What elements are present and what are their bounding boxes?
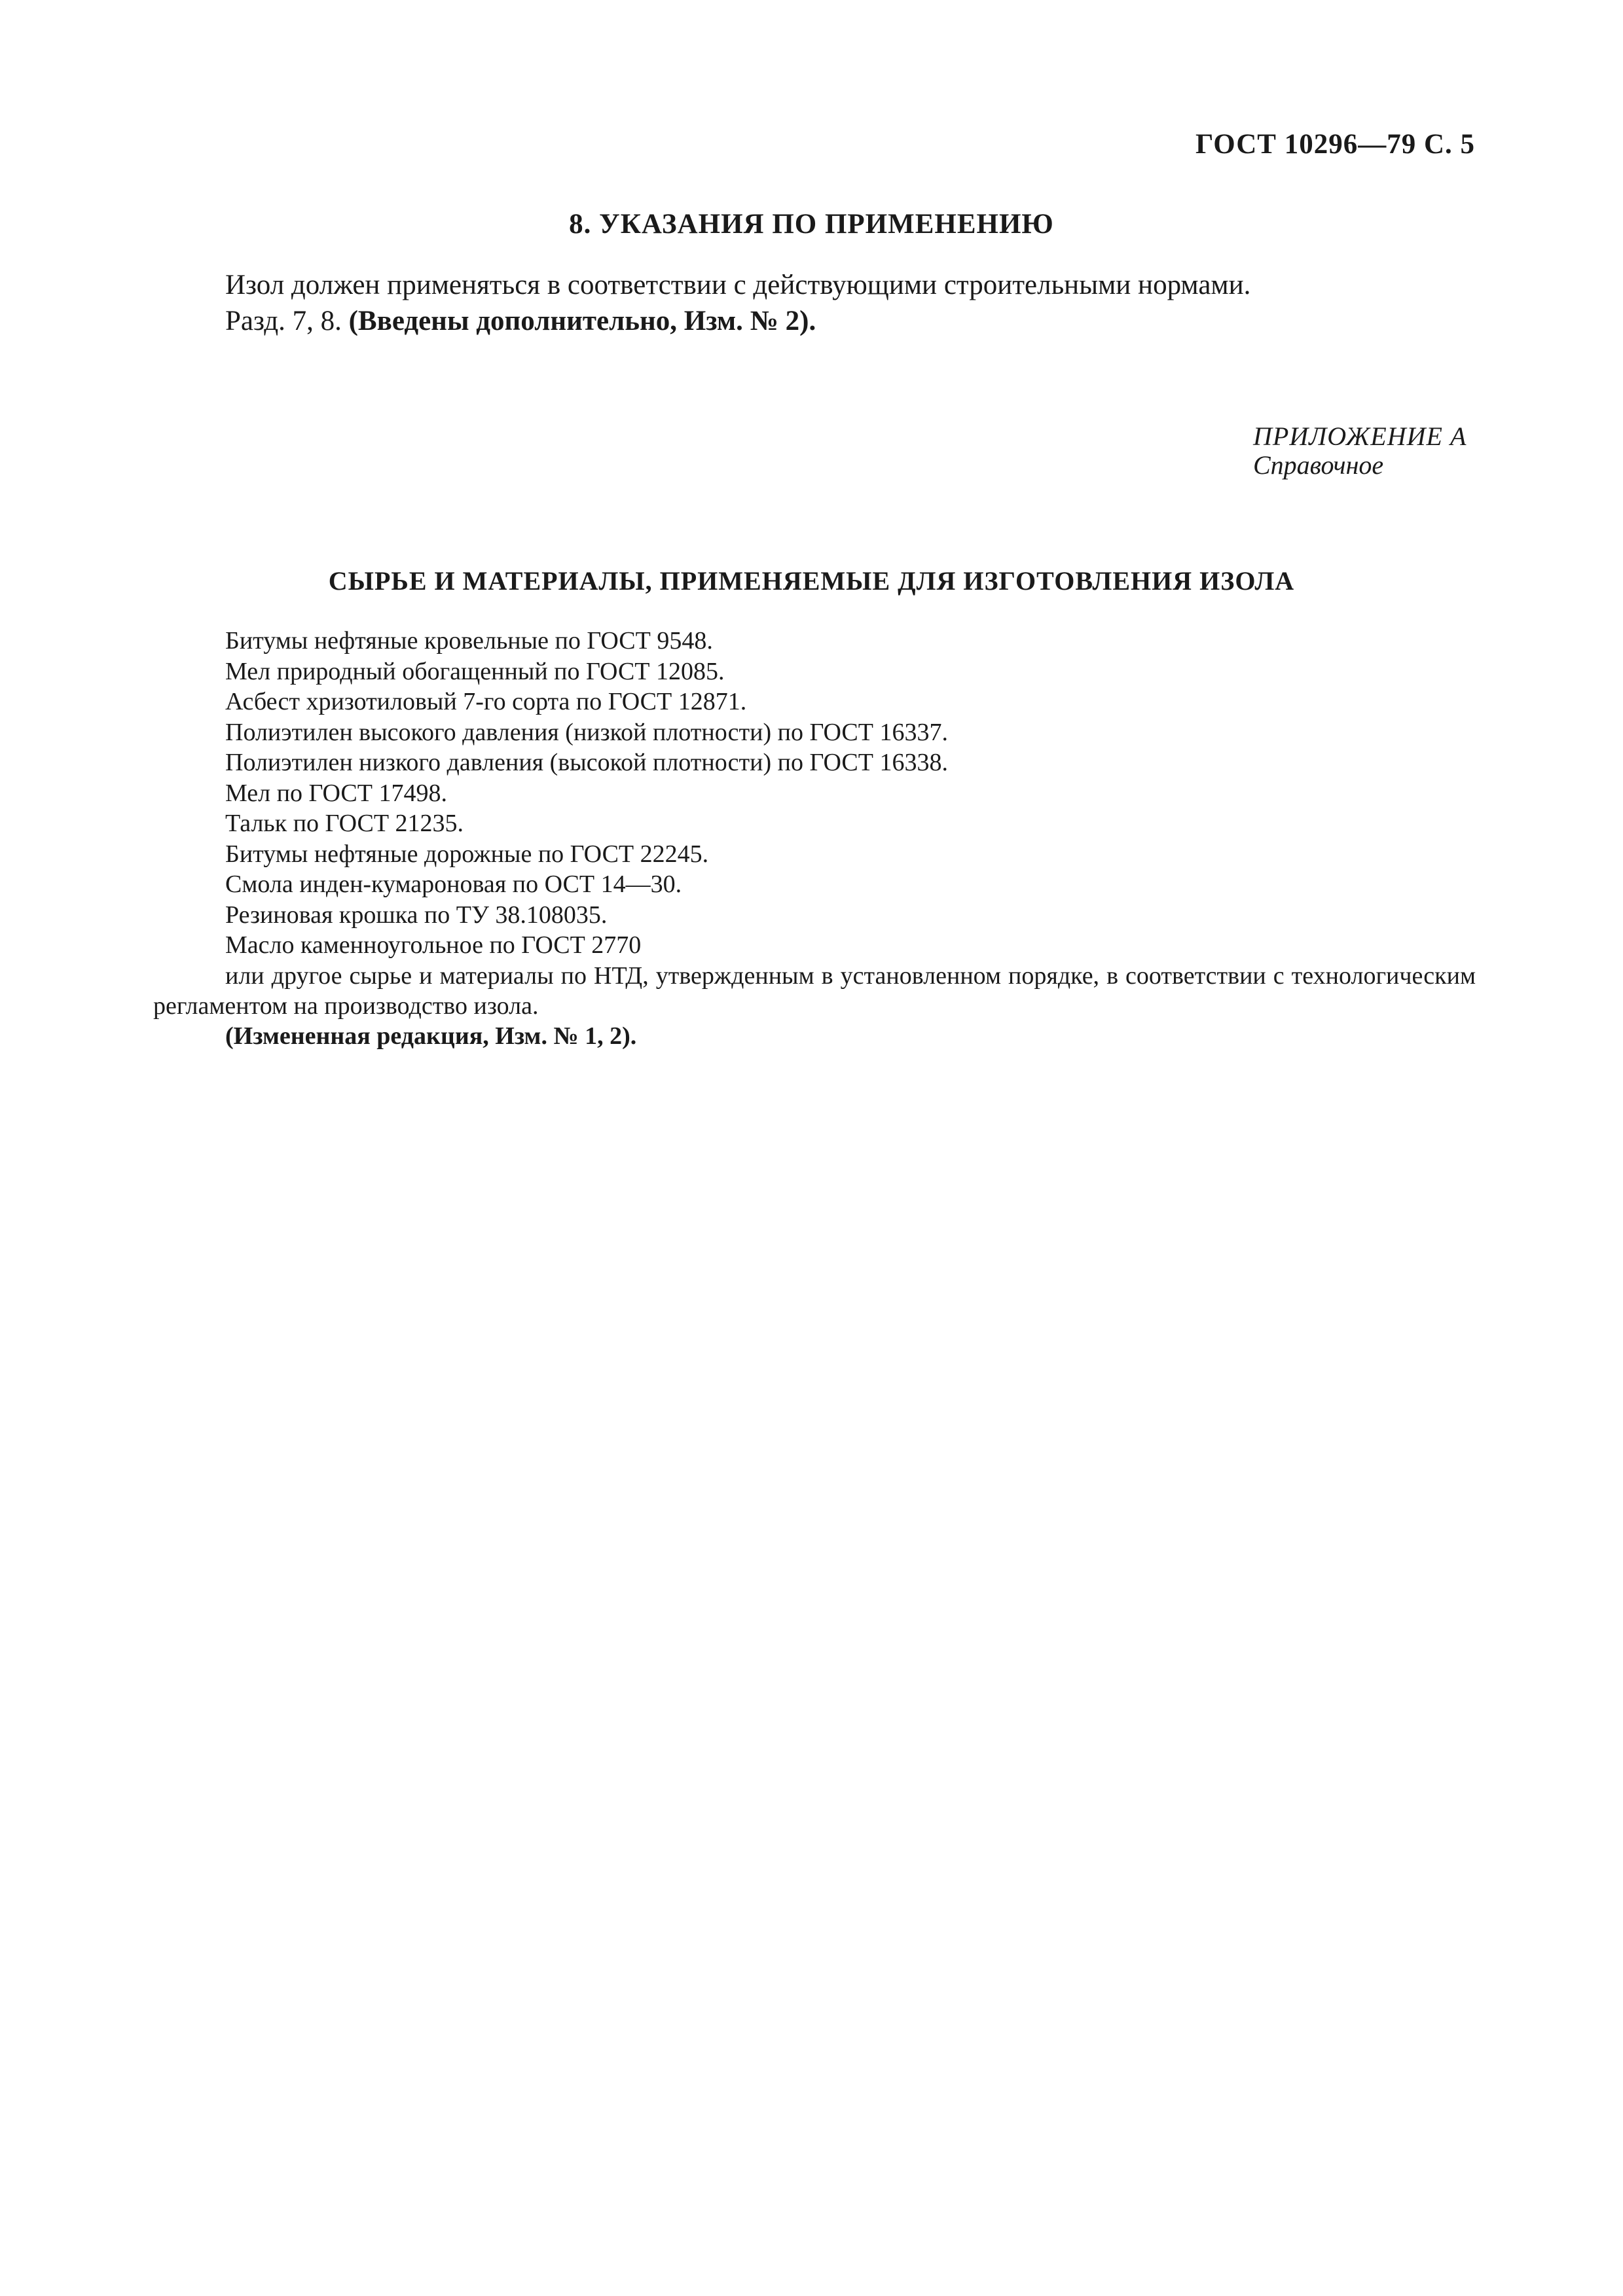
list-item: Смола инден-кумароновая по ОСТ 14—30. <box>225 870 682 898</box>
list-item: Битумы нефтяные дорожные по ГОСТ 22245. <box>225 840 709 868</box>
appendix-label <box>1253 422 1467 480</box>
list-item: Битумы нефтяные кровельные по ГОСТ 9548. <box>225 627 713 655</box>
materials-list <box>225 626 948 961</box>
list-item: Полиэтилен низкого давления (высокой плотности) по ГОСТ 16338. <box>225 749 948 776</box>
list-item: Полиэтилен высокого давления (низкой плотности) по ГОСТ 16337. <box>225 718 948 746</box>
section-8-text: Изол должен применяться в соответствии с действующими строительными нормами. <box>225 270 1251 300</box>
section-8-note <box>225 303 1250 339</box>
page-header: ГОСТ 10296—79 С. 5 <box>1195 129 1475 160</box>
appendix-title: СЫРЬЕ И МАТЕРИАЛЫ, ПРИМЕНЯЕМЫЕ ДЛЯ ИЗГОТОВЛЕНИЯ ИЗОЛА <box>328 566 1295 596</box>
appendix-kind: Справочное <box>1253 450 1384 480</box>
list-item: Асбест хризотиловый 7-го сорта по ГОСТ 12871. <box>225 688 747 715</box>
section-8-note-prefix: Разд. 7, 8. <box>225 306 349 336</box>
section-8-title: 8. УКАЗАНИЯ ПО ПРИМЕНЕНИЮ <box>569 209 1054 240</box>
list-item: Масло каменноугольное по ГОСТ 2770 <box>225 931 642 959</box>
appendix-name: ПРИЛОЖЕНИЕ А <box>1253 422 1467 451</box>
edition-note: (Измененная редакция, Изм. № 1, 2). <box>225 1022 637 1050</box>
section-8-note-bold: (Введены дополнительно, Изм. № 2). <box>348 306 816 336</box>
appendix-closing <box>153 961 1476 1051</box>
section-8-body <box>225 267 1250 339</box>
closing-paragraph: или другое сырье и материалы по НТД, утвержденным в установленном порядке, в соответствии с технологическим регламентом на производство изола. <box>153 962 1476 1020</box>
list-item: Резиновая крошка по ТУ 38.108035. <box>225 901 608 929</box>
list-item: Тальк по ГОСТ 21235. <box>225 810 464 837</box>
list-item: Мел природный обогащенный по ГОСТ 12085. <box>225 657 725 685</box>
list-item: Мел по ГОСТ 17498. <box>225 779 447 807</box>
